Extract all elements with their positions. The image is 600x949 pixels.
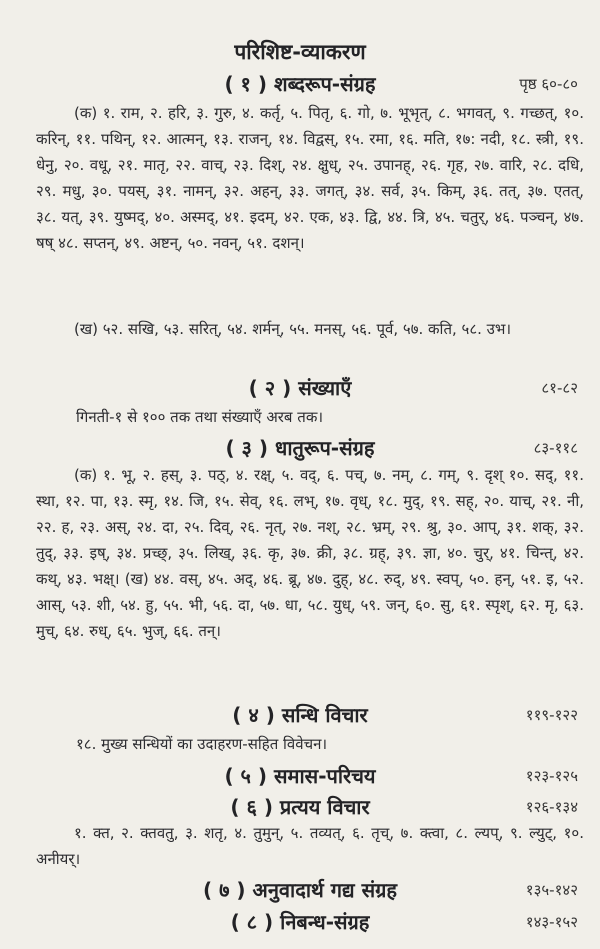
sandhi-note: १८. मुख्य सन्धियों का उदाहरण-सहित विवेचन।: [76, 735, 328, 753]
section-pages-anuvadarth: १३५-१४२: [525, 881, 578, 899]
section-heading-anuvadarth: ( ७ ) अनुवादार्थ गद्य संग्रह: [202, 878, 398, 902]
section-heading-sankhyaen: ( २ ) संख्याएँ: [248, 376, 352, 400]
section-pages-samas: १२३-१२५: [525, 767, 578, 785]
page-title: परिशिष्ट-व्याकरण: [234, 40, 366, 64]
dhaturup-list: (क) १. भू, २. हस्, ३. पठ्, ४. रक्ष्, ५. वद्, ६. पच्, ७. नम्, ८. गम्, ९. दृश् १०. सद्, ११. स्था, १२. पा, १३. स्मृ, १४. जि, १५. सेव्, १६. लभ्, १७. वृध्, १८. मुद्, १९. सह्, २०. याच्, २१. नी, २२. ह, २३. अस्, २४. दा, २५. दिव्, २६. नृत्, २७. नश्, २८. भ्रम्, २९. श्रु, ३०. आप्, ३१. शक्, ३२. तुद्, ३३. इष्, ३४. प्रच्छ्, ३५. लिख्, ३६. कृ, ३७. क्री, ३८. ग्रह्, ३९. ज्ञा, ४०. चुर्, ४१. चिन्त्, ४२. कथ्, ४३. भक्ष्। (ख) ४४. वस्, ४५. अद्, ४६. ब्रू, ४७. दुह्, ४८. रुद्, ४९. स्वप्, ५०. हन्, ५१. इ, ५२. आस्, ५३. शी, ५४. हु, ५५. भी, ५६. दा, ५७. धा, ५८. युध्, ५९. जन्, ६०. सु, ६१. स्पृश्, ६२. मृ, ६३. मुच्, ६४. रुध्, ६५. भुज्, ६६. तन्।: [36, 466, 584, 640]
section-heading-samas: ( ५ ) समास-परिचय: [224, 764, 376, 788]
section-pages-nibandh: १४३-१५२: [525, 913, 578, 931]
section-pages-pratyay: १२६-१३४: [525, 798, 578, 816]
sankhyaen-note: गिनती-१ से १०० तक तथा संख्याएँ अरब तक।: [76, 408, 324, 426]
section-heading-pratyay: ( ६ ) प्रत्यय विचार: [230, 795, 370, 819]
section-pages-dhaturup: ८३-११८: [533, 439, 578, 457]
section-heading-nibandh: ( ८ ) निबन्ध-संग्रह: [230, 910, 370, 934]
section-heading-shabdarup: ( १ ) शब्दरूप-संग्रह: [224, 72, 376, 96]
section-pages-sandhi: ११९-१२२: [525, 706, 578, 724]
section-pages-shabdarup: पृष्ठ ६०-८०: [519, 75, 578, 93]
pratyay-list: १. क्त, २. क्तवतु, ३. शतृ, ४. तुमुन्, ५. तव्यत्, ६. तृच्, ७. क्त्वा, ८. ल्यप्, ९. ल्युट्, १०. अनीयर्।: [36, 824, 584, 868]
section-heading-sandhi: ( ४ ) सन्धि विचार: [232, 703, 368, 727]
shabdarup-list-ka: (क) १. राम, २. हरि, ३. गुरु, ४. कर्तृ, ५. पितृ, ६. गो, ७. भूभृत्, ८. भगवत्, ९. गच्छत्, १०. करिन्, ११. पथिन्, १२. आत्मन्, १३. राजन्, १४. विद्वस्, १५. रमा, १६. मति, १७: नदी, १८. स्त्री, १९. धेनु, २०. वधू, २१. मातृ, २२. वाच्, २३. दिश्, २४. क्षुध्, २५. उपानह्, २६. गृह, २७. वारि, २८. दधि, २९. मधु, ३०. पयस्, ३१. नामन्, ३२. अहन्, ३३. जगत्, ३४. सर्व, ३५. किम्, ३६. तत्, ३७. एतत्, ३८. यत्, ३९. युष्मद्, ४०. अस्मद्, ४१. इदम्, ४२. एक, ४३. द्वि, ४४. त्रि, ४५. चतुर्, ४६. पञ्चन्, ४७. षष् ४८. सप्तन्, ४९. अष्टन्, ५०. नवन्, ५१. दशन्।: [36, 104, 584, 252]
section-pages-sankhyaen: ८१-८२: [541, 379, 578, 397]
shabdarup-list-kha: (ख) ५२. सखि, ५३. सरित्, ५४. शर्मन्, ५५. मनस्, ५६. पूर्व, ५७. कति, ५८. उभ।: [74, 320, 512, 338]
section-heading-dhaturup: ( ३ ) धातुरूप-संग्रह: [225, 436, 375, 460]
